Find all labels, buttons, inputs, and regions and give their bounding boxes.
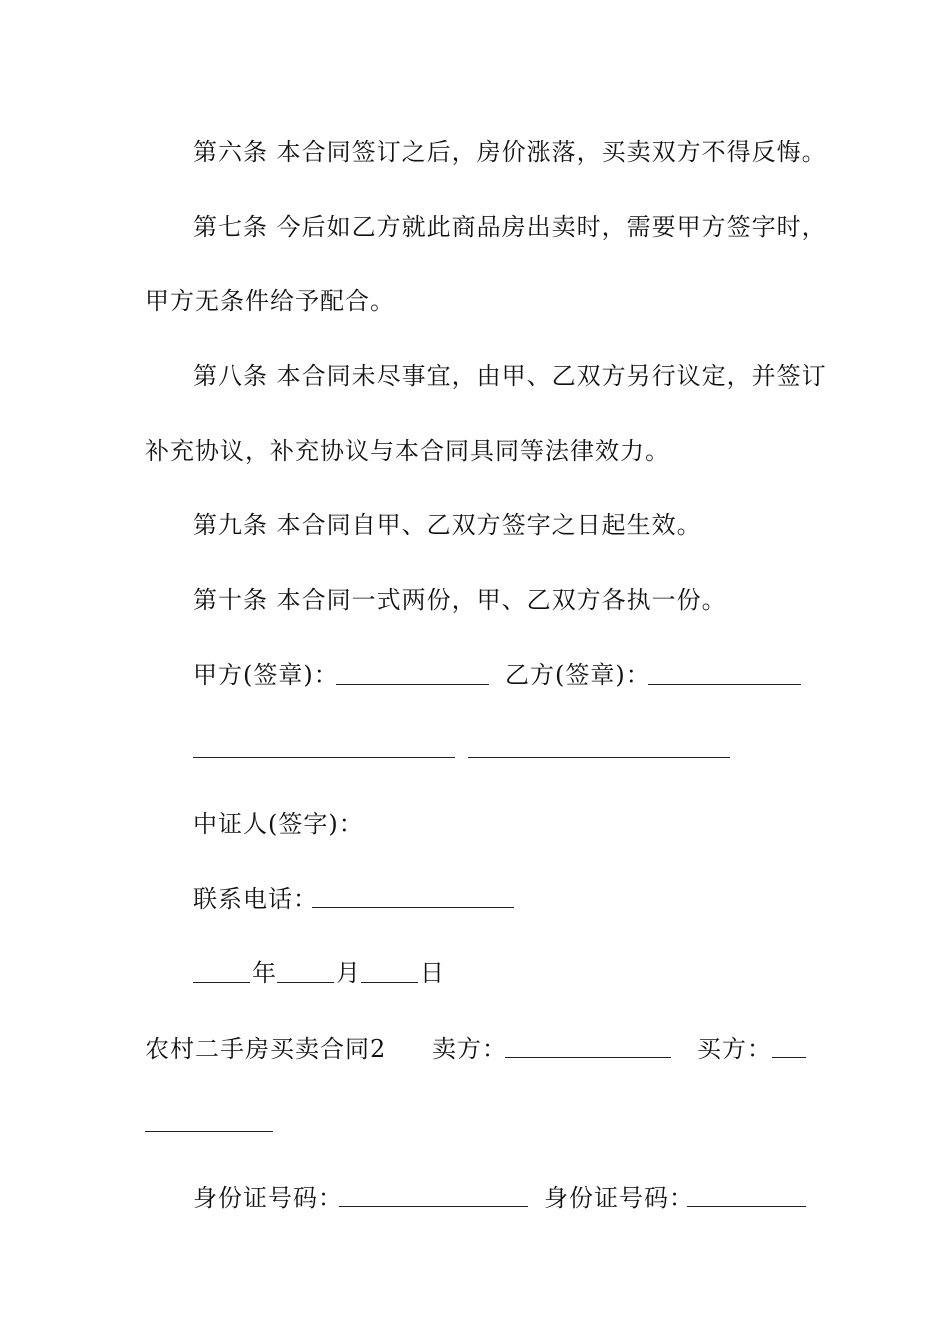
seller-label: 卖方： (432, 1035, 507, 1063)
party-b-label: 乙方(签章)： (505, 661, 651, 689)
buyer-label: 买方： (697, 1035, 772, 1063)
article-8-line-1: 第八条 本合同未尽事宜，由甲、乙双方另行议定，并签订 (193, 362, 827, 390)
buyer-blank-continued[interactable] (145, 1131, 273, 1132)
day-blank[interactable] (361, 982, 418, 983)
seller-id-label: 身份证号码： (193, 1184, 343, 1212)
year-blank[interactable] (193, 982, 250, 983)
buyer-blank-start[interactable] (772, 1057, 806, 1058)
buyer-id-blank[interactable] (687, 1206, 806, 1207)
day-label: 日 (420, 959, 445, 987)
party-b-extra-blank[interactable] (468, 757, 730, 758)
party-a-signature-blank[interactable] (336, 684, 489, 685)
month-blank[interactable] (277, 982, 334, 983)
party-a-extra-blank[interactable] (193, 757, 455, 758)
article-7-line-2: 甲方无条件给予配合。 (145, 287, 395, 315)
article-9: 第九条 本合同自甲、乙双方签字之日起生效。 (193, 511, 702, 539)
seller-blank[interactable] (505, 1057, 671, 1058)
contract-2-title: 农村二手房买卖合同2 (145, 1035, 387, 1063)
seller-id-blank[interactable] (339, 1206, 528, 1207)
month-label: 月 (336, 959, 361, 987)
phone-blank[interactable] (312, 907, 514, 908)
witness-label: 中证人(签字)： (193, 810, 364, 838)
party-b-signature-blank[interactable] (648, 684, 801, 685)
buyer-id-label: 身份证号码： (544, 1184, 694, 1212)
year-label: 年 (252, 959, 277, 987)
article-7-line-1: 第七条 今后如乙方就此商品房出卖时，需要甲方签字时， (193, 213, 827, 241)
article-10: 第十条 本合同一式两份，甲、乙双方各执一份。 (193, 586, 727, 614)
party-a-label: 甲方(签章)： (193, 661, 339, 689)
article-8-line-2: 补充协议，补充协议与本合同具同等法律效力。 (145, 437, 670, 465)
phone-label: 联系电话： (193, 885, 318, 913)
article-6: 第六条 本合同签订之后，房价涨落，买卖双方不得反悔。 (193, 138, 827, 166)
